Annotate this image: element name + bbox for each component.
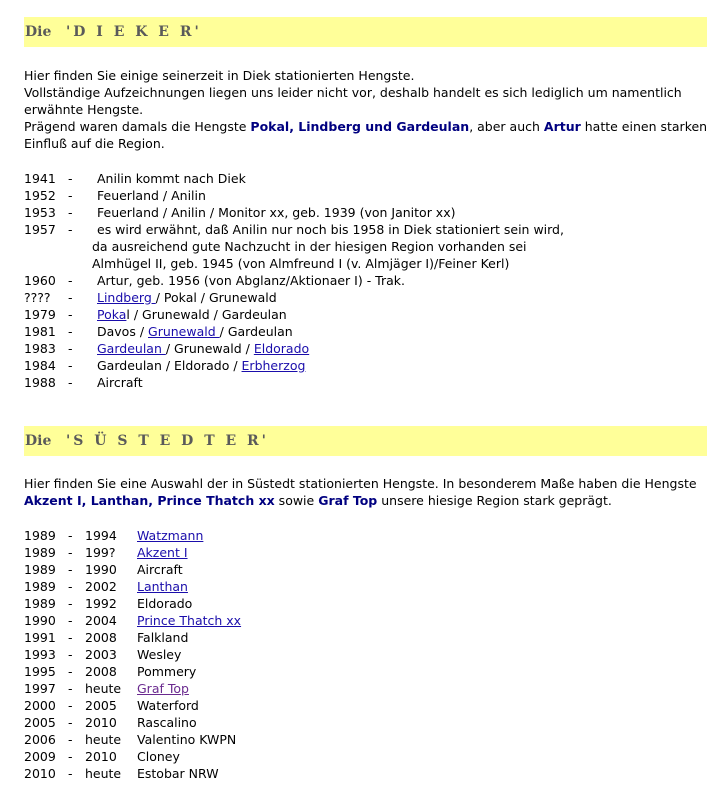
suestedter-from: 1989: [24, 562, 56, 577]
suestedter-from: 1997: [24, 681, 56, 696]
dieker-year: 1981: [24, 324, 56, 339]
suestedter-from: 2000: [24, 698, 56, 713]
dieker-year: 1983: [24, 341, 56, 356]
suestedter-dash: -: [68, 681, 73, 696]
dieker-intro: [24, 67, 708, 152]
suestedter-intro: [24, 475, 708, 509]
suestedter-dash: -: [68, 528, 73, 543]
suestedter-from: 2006: [24, 732, 56, 747]
dieker-dash: -: [68, 290, 73, 305]
stallion-text: Feuerland / Anilin / Monitor xx, geb. 1939 (von Janitor xx): [97, 205, 456, 220]
stallion-link[interactable]: Eldorado: [253, 341, 310, 356]
dieker-dash: -: [68, 307, 73, 322]
stallion-name: Estobar NRW: [137, 766, 219, 781]
stallion-text: / Grunewald /: [165, 341, 254, 356]
suestedter-to: 1992: [85, 596, 117, 611]
dieker-stallions: [97, 289, 277, 306]
suestedter-from: 1990: [24, 613, 56, 628]
stallion-link[interactable]: Prince Thatch xx: [137, 613, 242, 628]
stallion-link[interactable]: Gardeulan: [97, 341, 166, 356]
dieker-year: 1988: [24, 375, 56, 390]
dieker-dash: -: [68, 205, 73, 220]
suestedter-dash: -: [68, 732, 73, 747]
dieker-dash: -: [68, 222, 73, 237]
dieker-intro-mid: , aber auch: [469, 119, 544, 134]
suestedter-dash: -: [68, 664, 73, 679]
dieker-year: 1979: [24, 307, 56, 322]
stallion-link[interactable]: Graf Top: [137, 681, 189, 696]
stallion-text: Feuerland / Anilin: [97, 188, 206, 203]
dieker-intro-highlight-1: Pokal, Lindberg und Gardeulan: [250, 119, 470, 134]
suestedter-from: 1993: [24, 647, 56, 662]
dieker-year: 1941: [24, 171, 56, 186]
dieker-intro-post: hatte einen starken Einfluß auf die Region.: [24, 119, 708, 151]
stallion-text: da ausreichend gute Nachzucht in der hiesigen Region vorhanden sei: [92, 239, 527, 254]
dieker-dash: -: [68, 171, 73, 186]
suestedter-from: 2010: [24, 766, 56, 781]
suestedter-intro-mid: sowie: [274, 493, 319, 508]
suestedter-from: 1989: [24, 596, 56, 611]
suestedter-to: 2008: [85, 664, 117, 679]
suestedter-intro-highlight-1: Akzent I, Lanthan, Prince Thatch xx: [24, 493, 275, 508]
dieker-stallions: [97, 187, 206, 204]
suestedter-to: 2010: [85, 749, 117, 764]
stallion-text: Anilin kommt nach Diek: [97, 171, 246, 186]
suestedter-dash: -: [68, 545, 73, 560]
suestedter-to: 2008: [85, 630, 117, 645]
stallion-link[interactable]: Lanthan: [137, 579, 188, 594]
suestedter-dash: -: [68, 613, 73, 628]
dieker-stallions: [97, 306, 287, 323]
suestedter-dash: -: [68, 579, 73, 594]
suestedter-dash: -: [68, 766, 73, 781]
suestedter-dash: -: [68, 647, 73, 662]
dieker-stallions: [97, 357, 305, 374]
stallion-text: Almhügel II, geb. 1945 (von Almfreund I (v. Almjäger I)/Feiner Kerl): [92, 256, 510, 271]
dieker-stallions: [92, 238, 527, 255]
stallion-link[interactable]: Watzmann: [137, 528, 204, 543]
dieker-dash: -: [68, 273, 73, 288]
suestedter-dash: -: [68, 749, 73, 764]
stallion-name: Rascalino: [137, 715, 197, 730]
stallion-text: Aircraft: [97, 375, 143, 390]
suestedter-to: 199?: [85, 545, 116, 560]
suestedter-intro-pre: Hier finden Sie eine Auswahl der in Süstedt stationierten Hengste. In besonderem Maße haben die Hengste: [24, 476, 697, 491]
suestedter-to: 1994: [85, 528, 117, 543]
dieker-stallions: [92, 255, 509, 272]
suestedter-to: 2002: [85, 579, 117, 594]
suestedter-intro-highlight-2: Graf Top: [318, 493, 378, 508]
suestedter-dash: -: [68, 630, 73, 645]
suestedter-heading-prefix: Die: [25, 433, 52, 449]
stallion-text: Davos /: [97, 324, 149, 339]
stallion-text: Gardeulan / Eldorado /: [97, 358, 242, 373]
dieker-dash: -: [68, 358, 73, 373]
stallion-link[interactable]: Erbherzog: [241, 358, 306, 373]
suestedter-to: 2003: [85, 647, 117, 662]
stallion-text: / Pokal / Grunewald: [155, 290, 277, 305]
stallion-text: / Gardeulan: [219, 324, 293, 339]
dieker-intro-line-1: Hier finden Sie einige seinerzeit in Diek stationierten Hengste.: [24, 68, 415, 83]
stallion-text: l / Grunewald / Gardeulan: [126, 307, 287, 322]
suestedter-to: 2010: [85, 715, 117, 730]
suestedter-to: 1990: [85, 562, 117, 577]
dieker-year: 1953: [24, 205, 56, 220]
dieker-dash: -: [68, 324, 73, 339]
stallion-name: Waterford: [137, 698, 199, 713]
stallion-link[interactable]: Grunewald: [148, 324, 220, 339]
suestedter-to: heute: [85, 732, 122, 747]
suestedter-heading: [24, 426, 707, 456]
dieker-year: ????: [24, 290, 51, 305]
dieker-intro-line-2: Vollständige Aufzeichnungen liegen uns leider nicht vor, deshalb handelt es sich lediglich um namentlich erwähnte Hengste.: [24, 85, 682, 117]
suestedter-to: 2005: [85, 698, 117, 713]
dieker-stallions: [97, 221, 564, 238]
dieker-year: 1957: [24, 222, 56, 237]
dieker-intro-highlight-2: Artur: [543, 119, 581, 134]
suestedter-intro-post: unsere hiesige Region stark geprägt.: [377, 493, 612, 508]
dieker-dash: -: [68, 341, 73, 356]
stallion-name: Valentino KWPN: [137, 732, 237, 747]
stallion-link[interactable]: Poka: [97, 307, 127, 322]
dieker-stallions: [97, 323, 293, 340]
dieker-stallions: [97, 170, 246, 187]
suestedter-dash: -: [68, 562, 73, 577]
stallion-name: Pommery: [137, 664, 197, 679]
suestedter-heading-name: 'S Ü S T E D T E R': [66, 433, 269, 449]
suestedter-from: 1995: [24, 664, 56, 679]
suestedter-from: 1989: [24, 545, 56, 560]
suestedter-from: 2009: [24, 749, 56, 764]
dieker-stallions: [97, 340, 309, 357]
dieker-heading-name: 'D I E K E R': [66, 24, 202, 40]
suestedter-to: 2004: [85, 613, 117, 628]
dieker-year: 1960: [24, 273, 56, 288]
dieker-year: 1984: [24, 358, 56, 373]
stallion-name: Eldorado: [137, 596, 193, 611]
suestedter-from: 1989: [24, 528, 56, 543]
stallion-name: Cloney: [137, 749, 180, 764]
dieker-heading-prefix: Die: [25, 24, 52, 40]
stallion-text: Artur, geb. 1956 (von Abglanz/Aktionaer I) - Trak.: [97, 273, 405, 288]
dieker-dash: -: [68, 188, 73, 203]
stallion-name: Falkland: [137, 630, 189, 645]
dieker-stallions: [97, 374, 143, 391]
stallion-link[interactable]: Lindberg: [97, 290, 156, 305]
dieker-heading: [24, 17, 707, 47]
stallion-name: Wesley: [137, 647, 182, 662]
suestedter-from: 1991: [24, 630, 56, 645]
suestedter-dash: -: [68, 715, 73, 730]
dieker-intro-pre: Prägend waren damals die Hengste: [24, 119, 251, 134]
stallion-name: Aircraft: [137, 562, 183, 577]
stallion-link[interactable]: Akzent I: [137, 545, 188, 560]
dieker-year: 1952: [24, 188, 56, 203]
suestedter-to: heute: [85, 681, 122, 696]
dieker-dash: -: [68, 375, 73, 390]
dieker-stallions: [97, 272, 405, 289]
suestedter-from: 2005: [24, 715, 56, 730]
suestedter-dash: -: [68, 596, 73, 611]
stallion-text: es wird erwähnt, daß Anilin nur noch bis 1958 in Diek stationiert sein wird,: [97, 222, 564, 237]
suestedter-to: heute: [85, 766, 122, 781]
suestedter-from: 1989: [24, 579, 56, 594]
dieker-stallions: [97, 204, 455, 221]
suestedter-dash: -: [68, 698, 73, 713]
